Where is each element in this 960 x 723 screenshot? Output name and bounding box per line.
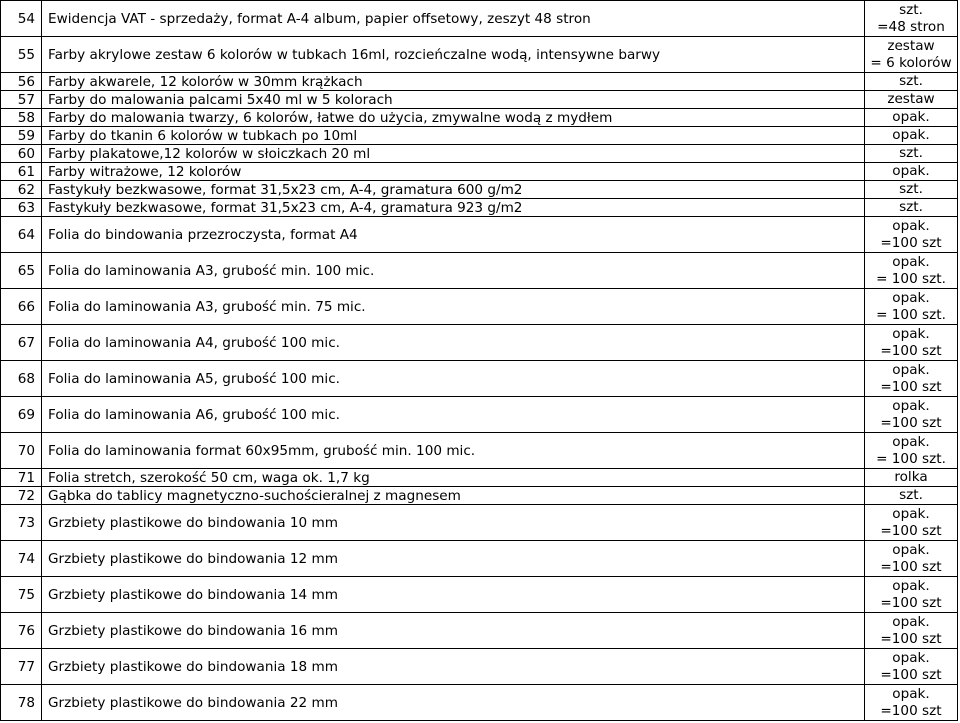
item-unit bbox=[865, 253, 958, 289]
item-number: 77 bbox=[1, 649, 42, 685]
item-number: 57 bbox=[1, 91, 42, 109]
item-unit bbox=[865, 145, 958, 163]
item-name: Folia do bindowania przezroczysta, format A4 bbox=[42, 217, 865, 253]
item-name: Folia do laminowania A4, grubość 100 mic. bbox=[42, 325, 865, 361]
item-number: 75 bbox=[1, 577, 42, 613]
table-row bbox=[1, 163, 958, 181]
unit-line: =100 szt bbox=[880, 594, 942, 611]
item-name: Gąbka do tablicy magnetyczno-suchościeralnej z magnesem bbox=[42, 487, 865, 505]
table-row bbox=[1, 361, 958, 397]
table-row bbox=[1, 127, 958, 145]
item-name: Grzbiety plastikowe do bindowania 12 mm bbox=[42, 541, 865, 577]
table-row bbox=[1, 217, 958, 253]
item-number: 54 bbox=[1, 1, 42, 37]
unit-line: =100 szt bbox=[880, 666, 942, 683]
item-name: Grzbiety plastikowe do bindowania 18 mm bbox=[42, 649, 865, 685]
table-row bbox=[1, 199, 958, 217]
item-unit bbox=[865, 397, 958, 433]
item-name: Grzbiety plastikowe do bindowania 22 mm bbox=[42, 685, 865, 721]
item-unit bbox=[865, 505, 958, 541]
item-number: 65 bbox=[1, 253, 42, 289]
unit-line: szt. bbox=[899, 487, 923, 503]
unit-line: opak. bbox=[892, 649, 930, 666]
item-number: 72 bbox=[1, 487, 42, 505]
item-number: 69 bbox=[1, 397, 42, 433]
item-name: Farby plakatowe,12 kolorów w słoiczkach 20 ml bbox=[42, 145, 865, 163]
item-unit bbox=[865, 613, 958, 649]
table-row bbox=[1, 289, 958, 325]
unit-line: =48 stron bbox=[877, 18, 945, 35]
item-number: 78 bbox=[1, 685, 42, 721]
item-number: 62 bbox=[1, 181, 42, 199]
item-name: Grzbiety plastikowe do bindowania 14 mm bbox=[42, 577, 865, 613]
unit-line: szt. bbox=[899, 1, 923, 18]
item-unit bbox=[865, 73, 958, 91]
item-name: Farby akrylowe zestaw 6 kolorów w tubkach 16ml, rozcieńczalne wodą, intensywne barwy bbox=[42, 37, 865, 73]
unit-line: =100 szt bbox=[880, 234, 942, 251]
table-row bbox=[1, 487, 958, 505]
item-unit bbox=[865, 685, 958, 721]
unit-line: zestaw bbox=[887, 37, 935, 54]
unit-line: szt. bbox=[899, 73, 923, 89]
unit-line: rolka bbox=[894, 469, 928, 485]
item-unit bbox=[865, 289, 958, 325]
item-name: Farby witrażowe, 12 kolorów bbox=[42, 163, 865, 181]
unit-line: =100 szt bbox=[880, 378, 942, 395]
item-unit bbox=[865, 433, 958, 469]
item-number: 63 bbox=[1, 199, 42, 217]
unit-line: opak. bbox=[892, 289, 930, 306]
unit-line: opak. bbox=[892, 541, 930, 558]
items-table-body bbox=[1, 1, 958, 721]
item-name: Grzbiety plastikowe do bindowania 10 mm bbox=[42, 505, 865, 541]
item-number: 73 bbox=[1, 505, 42, 541]
unit-line: szt. bbox=[899, 145, 923, 161]
item-unit bbox=[865, 469, 958, 487]
unit-line: = 100 szt. bbox=[876, 270, 946, 287]
item-unit bbox=[865, 577, 958, 613]
unit-line: = 100 szt. bbox=[876, 450, 946, 467]
unit-line: =100 szt bbox=[880, 342, 942, 359]
table-row bbox=[1, 577, 958, 613]
table-row bbox=[1, 1, 958, 37]
item-name: Folia do laminowania A5, grubość 100 mic. bbox=[42, 361, 865, 397]
item-unit bbox=[865, 37, 958, 73]
item-name: Farby do malowania palcami 5x40 ml w 5 kolorach bbox=[42, 91, 865, 109]
table-row bbox=[1, 37, 958, 73]
item-number: 76 bbox=[1, 613, 42, 649]
table-row bbox=[1, 181, 958, 199]
item-number: 59 bbox=[1, 127, 42, 145]
item-number: 60 bbox=[1, 145, 42, 163]
unit-line: opak. bbox=[892, 325, 930, 342]
unit-line: =100 szt bbox=[880, 414, 942, 431]
item-number: 66 bbox=[1, 289, 42, 325]
item-name: Ewidencja VAT - sprzedaży, format A-4 album, papier offsetowy, zeszyt 48 stron bbox=[42, 1, 865, 37]
table-row bbox=[1, 253, 958, 289]
table-row bbox=[1, 73, 958, 91]
unit-line: opak. bbox=[892, 613, 930, 630]
unit-line: =100 szt bbox=[880, 630, 942, 647]
unit-line: opak. bbox=[892, 109, 930, 125]
table-row bbox=[1, 91, 958, 109]
unit-line: opak. bbox=[892, 217, 930, 234]
table-row bbox=[1, 397, 958, 433]
unit-line: opak. bbox=[892, 505, 930, 522]
item-name: Grzbiety plastikowe do bindowania 16 mm bbox=[42, 613, 865, 649]
unit-line: opak. bbox=[892, 577, 930, 594]
item-name: Folia do laminowania A3, grubość min. 100 mic. bbox=[42, 253, 865, 289]
item-unit bbox=[865, 217, 958, 253]
table-row bbox=[1, 505, 958, 541]
item-number: 71 bbox=[1, 469, 42, 487]
item-unit bbox=[865, 541, 958, 577]
unit-line: szt. bbox=[899, 199, 923, 215]
unit-line: = 100 szt. bbox=[876, 306, 946, 323]
unit-line: opak. bbox=[892, 397, 930, 414]
item-number: 67 bbox=[1, 325, 42, 361]
unit-line: =100 szt bbox=[880, 558, 942, 575]
table-row bbox=[1, 649, 958, 685]
item-number: 55 bbox=[1, 37, 42, 73]
unit-line: opak. bbox=[892, 163, 930, 179]
unit-line: opak. bbox=[892, 361, 930, 378]
item-unit bbox=[865, 1, 958, 37]
item-number: 74 bbox=[1, 541, 42, 577]
item-name: Folia do laminowania A6, grubość 100 mic. bbox=[42, 397, 865, 433]
item-number: 58 bbox=[1, 109, 42, 127]
item-unit bbox=[865, 361, 958, 397]
item-unit bbox=[865, 109, 958, 127]
unit-line: opak. bbox=[892, 127, 930, 143]
unit-line: opak. bbox=[892, 685, 930, 702]
table-row bbox=[1, 109, 958, 127]
table-row bbox=[1, 541, 958, 577]
item-unit bbox=[865, 163, 958, 181]
item-unit bbox=[865, 91, 958, 109]
item-number: 68 bbox=[1, 361, 42, 397]
table-row bbox=[1, 433, 958, 469]
item-name: Farby akwarele, 12 kolorów w 30mm krążkach bbox=[42, 73, 865, 91]
item-unit bbox=[865, 649, 958, 685]
table-row bbox=[1, 325, 958, 361]
item-unit bbox=[865, 127, 958, 145]
table-row bbox=[1, 145, 958, 163]
table-row bbox=[1, 469, 958, 487]
item-name: Folia do laminowania format 60x95mm, grubość min. 100 mic. bbox=[42, 433, 865, 469]
item-name: Farby do tkanin 6 kolorów w tubkach po 10ml bbox=[42, 127, 865, 145]
unit-line: zestaw bbox=[887, 91, 935, 107]
item-number: 56 bbox=[1, 73, 42, 91]
unit-line: szt. bbox=[899, 181, 923, 197]
item-name: Folia stretch, szerokość 50 cm, waga ok. 1,7 kg bbox=[42, 469, 865, 487]
item-unit bbox=[865, 181, 958, 199]
item-number: 61 bbox=[1, 163, 42, 181]
unit-line: opak. bbox=[892, 433, 930, 450]
unit-line: =100 szt bbox=[880, 702, 942, 719]
unit-line: =100 szt bbox=[880, 522, 942, 539]
item-number: 64 bbox=[1, 217, 42, 253]
item-unit bbox=[865, 199, 958, 217]
unit-line: = 6 kolorów bbox=[870, 54, 952, 71]
table-row bbox=[1, 613, 958, 649]
item-unit bbox=[865, 325, 958, 361]
item-name: Fastykuły bezkwasowe, format 31,5x23 cm, A-4, gramatura 600 g/m2 bbox=[42, 181, 865, 199]
unit-line: opak. bbox=[892, 253, 930, 270]
item-unit bbox=[865, 487, 958, 505]
item-name: Fastykuły bezkwasowe, format 31,5x23 cm, A-4, gramatura 923 g/m2 bbox=[42, 199, 865, 217]
table-row bbox=[1, 685, 958, 721]
item-name: Folia do laminowania A3, grubość min. 75 mic. bbox=[42, 289, 865, 325]
item-name: Farby do malowania twarzy, 6 kolorów, łatwe do użycia, zmywalne wodą z mydłem bbox=[42, 109, 865, 127]
item-number: 70 bbox=[1, 433, 42, 469]
